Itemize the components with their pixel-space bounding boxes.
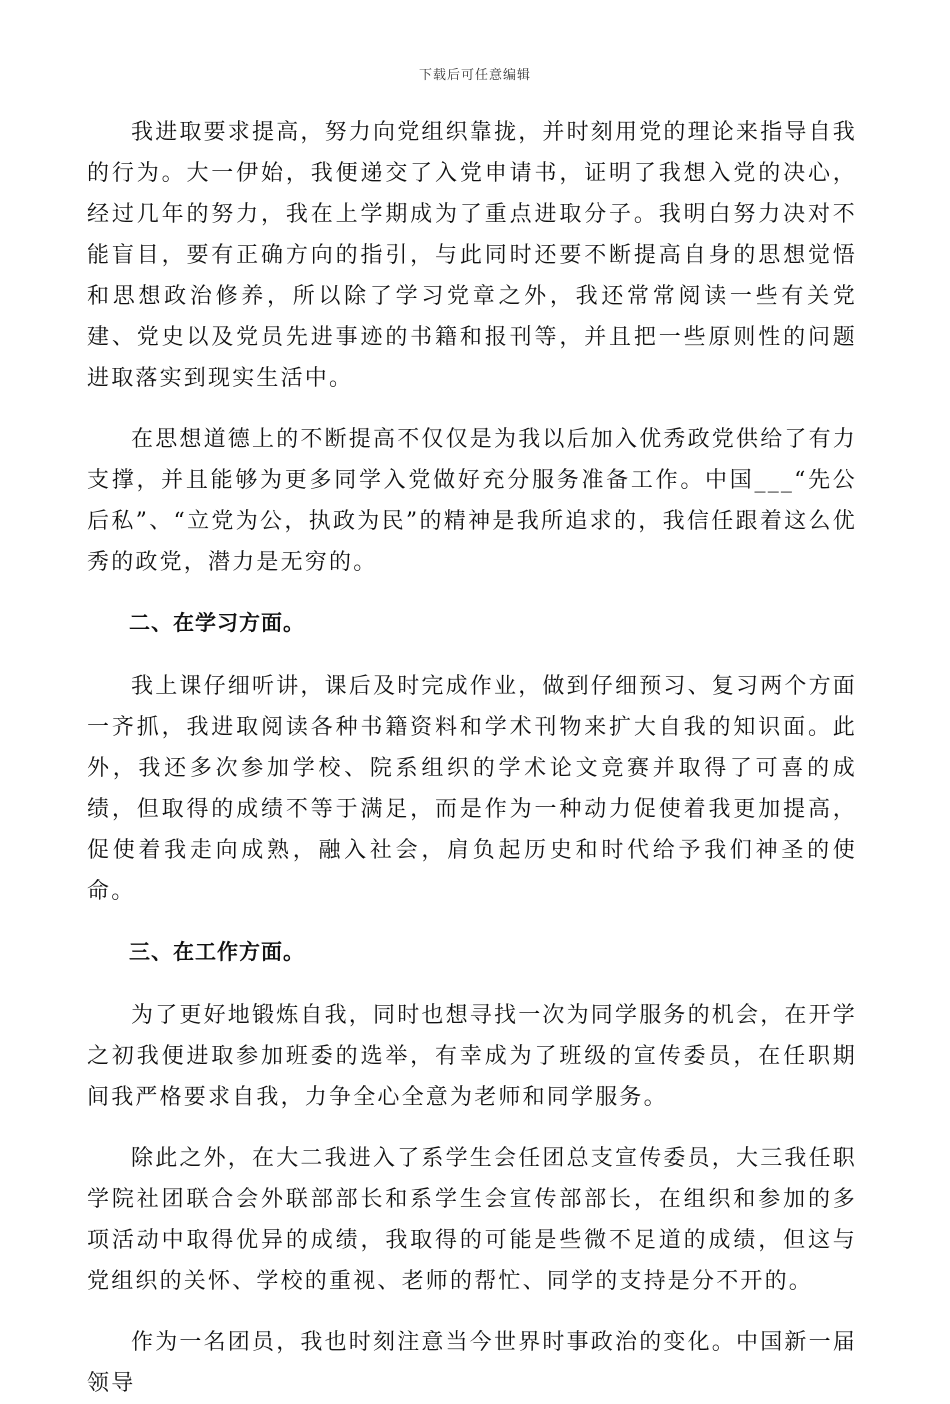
paragraph-3: 我上课仔细听讲，课后及时完成作业，做到仔细预习、复习两个方面一齐抓，我进取阅读各种书籍资料和学术刊物来扩大自我的知识面。此外，我还多次参加学校、院系组织的学术论文竞赛并取得了可喜的成绩，但取得的成绩不等于满足，而是作为一种动力促使着我更加提高，促使着我走向成熟，融入社会，肩负起历史和时代给予我们神圣的使命。 (87, 674, 858, 904)
section-heading-work: 三、在工作方面。 (129, 940, 305, 964)
document-body (87, 112, 857, 1404)
paragraph-4: 为了更好地锻炼自我，同时也想寻找一次为同学服务的机会，在开学之初我便进取参加班委的选举，有幸成为了班级的宣传委员，在任职期间我严格要求自我，力争全心全意为老师和同学服务。 (87, 1003, 858, 1110)
paragraph-6: 作为一名团员，我也时刻注意当今世界时事政治的变化。中国新一届领导 (87, 1330, 858, 1396)
paragraph-5: 除此之外，在大二我进入了系学生会任团总支宣传委员，大三我任职学院社团联合会外联部部长和系学生会宣传部部长，在组织和参加的多项活动中取得优异的成绩，我取得的可能是些微不足道的成绩，但这与党组织的关怀、学校的重视、老师的帮忙、同学的支持是分不开的。 (87, 1146, 858, 1294)
page-header: 下载后可任意编辑 (418, 68, 531, 83)
section-heading-study: 二、在学习方面。 (129, 611, 305, 635)
paragraph-2: 在思想道德上的不断提高不仅仅是为我以后加入优秀政党供给了有力支撑，并且能够为更多同学入党做好充分服务准备工作。中国___“先公后私”、“立党为公，执政为民”的精神是我所追求的，我信任跟着这么优秀的政党，潜力是无穷的。 (87, 427, 858, 575)
paragraph-1: 我进取要求提高，努力向党组织靠拢，并时刻用党的理论来指导自我的行为。大一伊始，我便递交了入党申请书，证明了我想入党的决心，经过几年的努力，我在上学期成为了重点进取分子。我明白努力决对不能盲目，要有正确方向的指引，与此同时还要不断提高自身的思想觉悟和思想政治修养，所以除了学习党章之外，我还常常阅读一些有关党建、党史以及党员先进事迹的书籍和报刊等，并且把一些原则性的问题进取落实到现实生活中。 (87, 120, 858, 391)
